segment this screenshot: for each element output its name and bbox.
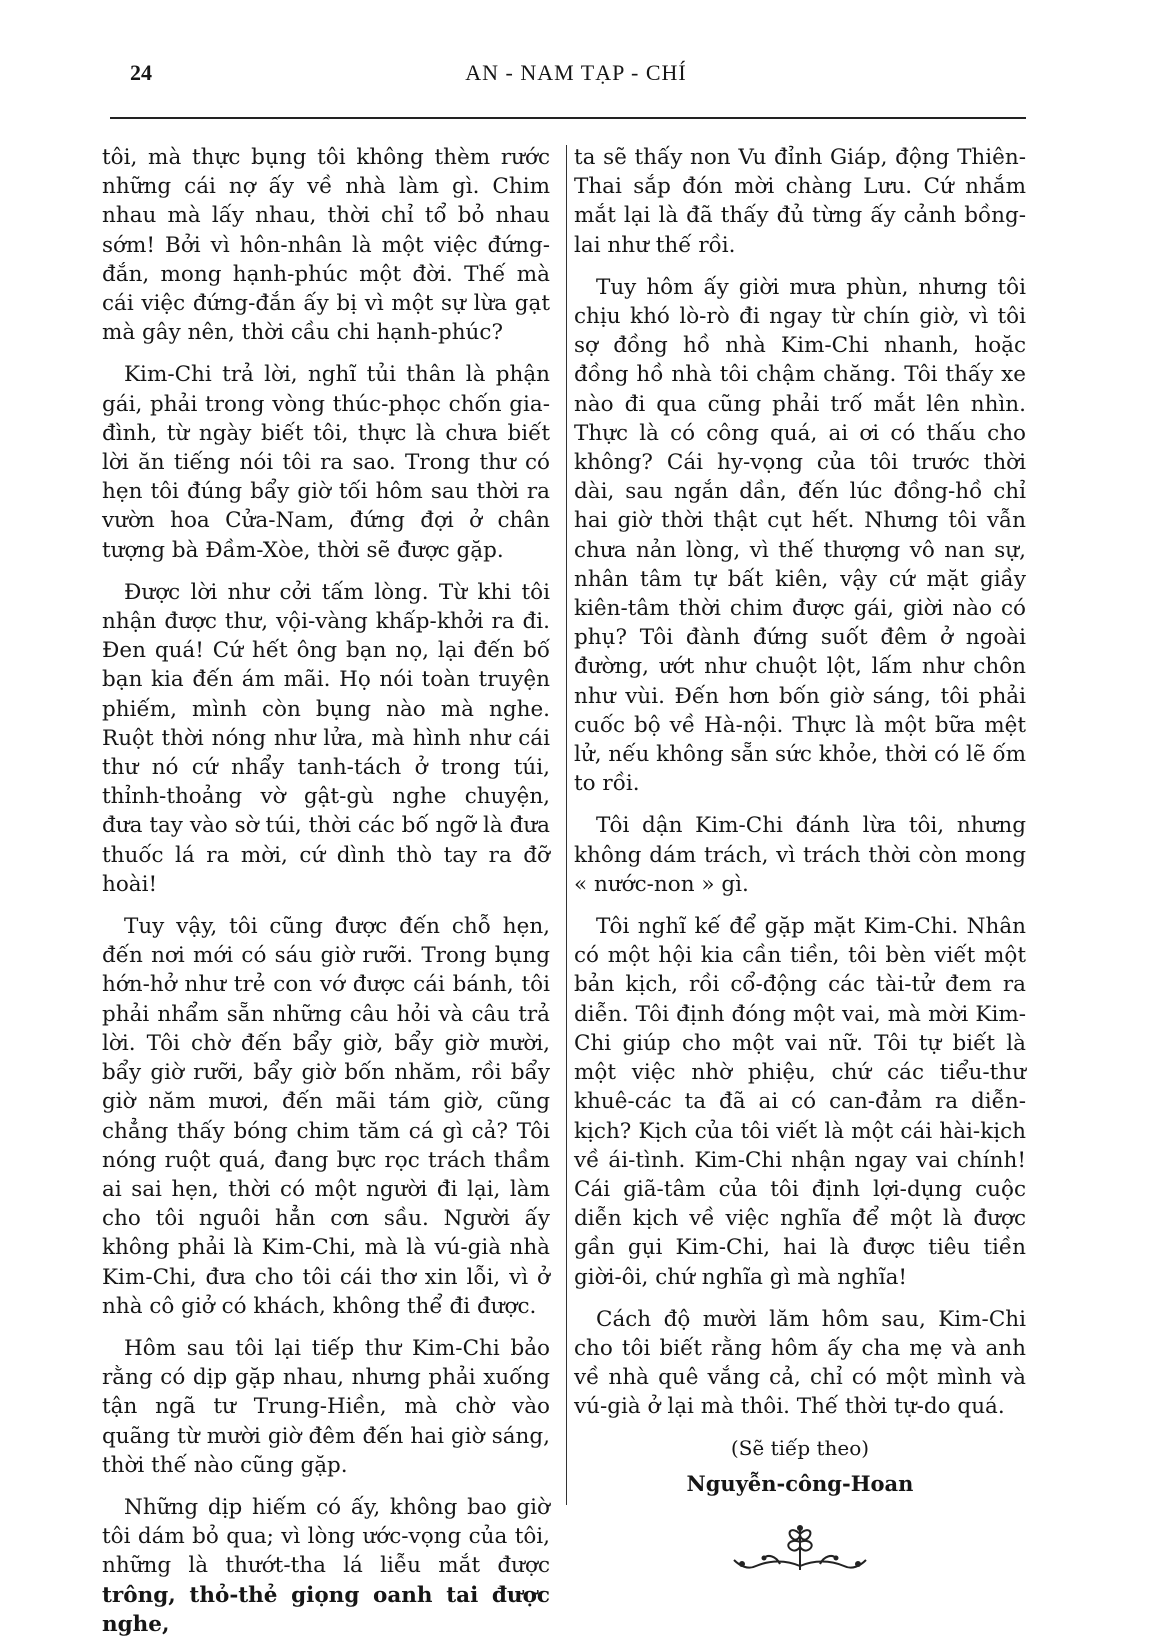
paragraph: Hôm sau tôi lại tiếp thư Kim-Chi bảo rằng có dịp gặp nhau, nhưng phải xuống tận ngã tư Trung-Hiền, mà chờ vào quãng từ mười giờ đêm đến hai giờ sáng, thời thế nào cũng gặp. [102, 1335, 550, 1478]
journal-title: AN - NAM TẠP - CHÍ [465, 60, 687, 85]
paragraph-bold-tail: trông, thỏ-thẻ giọng oanh tai được nghe, [102, 1582, 550, 1637]
paragraph: Cách độ mười lăm hôm sau, Kim-Chi cho tôi biết rằng hôm ấy cha mẹ và anh về nhà quê vắng cả, chỉ có một mình và vú-già ở lại mà thôi. Thế thời tự-do quá. [574, 1306, 1026, 1420]
paragraph-text: Những dịp hiếm có ấy, không bao giờ tôi dám bỏ qua; vì lòng ước-vọng của tôi, những là thướt-tha lá liễu mắt được [102, 1494, 550, 1579]
paragraph: Tuy hôm ấy giời mưa phùn, nhưng tôi chịu khó lò-rò đi ngay từ chín giờ, vì tôi sợ đồng hồ nhà Kim-Chi nhanh, hoặc đồng hồ nhà tôi chậm chăng. Tôi thấy xe nào đi qua cũng phải trố mắt lên nhìn. Thực là có công quá, ai ơi có thấu cho không? Cái hy-vọng của tôi trước thời dài, sau ngắn dần, đến lúc đồng-hồ chỉ hai giờ thời thật cụt hết. Nhưng tôi vẫn chưa nản lòng, vì thế thượng vô nan sự, nhân tâm tự bất kiên, vậy cứ mặt giầy kiên-tâm thời chim được gái, giời nào có phụ? Tôi đành đứng suốt đêm ở ngoài đường, ướt như chuột lột, lấm như chôn như vùi. Đến hơn bốn giờ sáng, tôi phải cuốc bộ về Hà-nội. Thực là một bữa mệt lử, nếu không sẵn sức khỏe, thời có lẽ ốm to rồi. [574, 274, 1026, 797]
paragraph: Được lời như cởi tấm lòng. Từ khi tôi nhận được thư, vội-vàng khấp-khởi ra đi. Đen quá! Cứ hết ông bạn nọ, lại đến bố bạn kia đến ám mãi. Họ nói toàn truyện phiếm, mình còn bụng nào mà nghe. Ruột thời nóng như lửa, mà hình như cái thư nó cứ nhẩy tanh-tách ở trong túi, thỉnh-thoảng vờ gật-gù nghe chuyện, đưa tay vào sờ túi, thời các bố ngỡ là đưa thuốc lá ra mời, cứ dình thò tay ra đỡ hoài! [102, 579, 550, 897]
right-column [574, 143, 1026, 1580]
paragraph: Tôi dận Kim-Chi đánh lừa tôi, nhưng không dám trách, vì trách thời còn mong « nước-non » gì. [574, 813, 1026, 897]
continuation-note: (Sẽ tiếp theo) [730, 1435, 870, 1460]
header-rule [110, 117, 1026, 119]
paragraph: tôi, mà thực bụng tôi không thèm rước những cái nợ ấy về nhà làm gì. Chim nhau mà lấy nhau, thời chỉ tổ bỏ nhau sớm! Bởi vì hôn-nhân là một việc đứng-đắn, mong hạnh-phúc một đời. Thế mà cái việc đứng-đắn ấy bị vì một sự lừa gạt mà gây nên, thời cầu chi hạnh-phúc? [102, 145, 550, 346]
author-signature: Nguyễn-công-Hoan [686, 1470, 914, 1496]
floral-ornament-icon [720, 1520, 880, 1580]
paragraph: Tôi nghĩ kế để gặp mặt Kim-Chi. Nhân có một hội kia cần tiền, tôi bèn viết một bản kịch, rồi cổ-động các tài-tử đem ra diễn. Tôi định đóng một vai, mà mời Kim-Chi giúp cho một vai nữ. Tôi tự biết là một việc nhờ phiệu, chứ các tiểu-thư khuê-các ta đã ai có can-đảm ra diễn-kịch? Kịch của tôi viết là một cái hài-kịch về ái-tình. Kim-Chi nhận ngay vai chính! Cái giã-tâm của tôi định lợi-dụng cuộc diễn kịch về việc nghĩa để một là được gần gụi Kim-Chi, hai là được tiêu tiền giời-ôi, chứ nghĩa gì mà nghĩa! [574, 914, 1026, 1290]
paragraph: Tuy vậy, tôi cũng được đến chỗ hẹn, đến nơi mới có sáu giờ rưỡi. Trong bụng hớn-hở như trẻ con vớ được cái bánh, tôi phải nhẩm sẵn những câu hỏi và câu trả lời. Tôi chờ đến bẩy giờ, bẩy giờ mười, bẩy giờ rưỡi, bẩy giờ bốn nhăm, rồi bẩy giờ năm mươi, đến mãi tám giờ, cũng chẳng thấy bóng chim tăm cá gì cả? Tôi nóng ruột quá, đang bực rọc trách thầm ai sai hẹn, thời có một người đi lại, làm cho tôi nguôi hẳn cơn sầu. Người ấy không phải là Kim-Chi, mà là vú-già nhà Kim-Chi, đưa cho tôi cái thơ xin lỗi, vì ở nhà cô giở có khách, không thể đi được. [102, 914, 550, 1319]
paragraph: ta sẽ thấy non Vu đỉnh Giáp, động Thiên-Thai sắp đón mời chàng Lưu. Cứ nhắm mắt lại là đã thấy đủ từng ấy cảnh bồng-lai như thế rồi. [574, 145, 1026, 258]
page-number: 24 [130, 60, 152, 85]
paragraph-continued [102, 1493, 550, 1639]
paragraph: Kim-Chi trả lời, nghĩ tủi thân là phận gái, phải trong vòng thúc-phọc chốn gia-đình, từ ngày biết tôi, thực là chưa biết lời ăn tiếng nói tôi ra sao. Trong thư có hẹn tôi đúng bẩy giờ tối hôm sau thời ra vườn hoa Cửa-Nam, đứng đợi ở chân tượng bà Đầm-Xòe, thời sẽ được gặp. [102, 362, 550, 563]
left-column [102, 143, 550, 1639]
column-divider [566, 145, 567, 1505]
page-header [0, 60, 1152, 100]
